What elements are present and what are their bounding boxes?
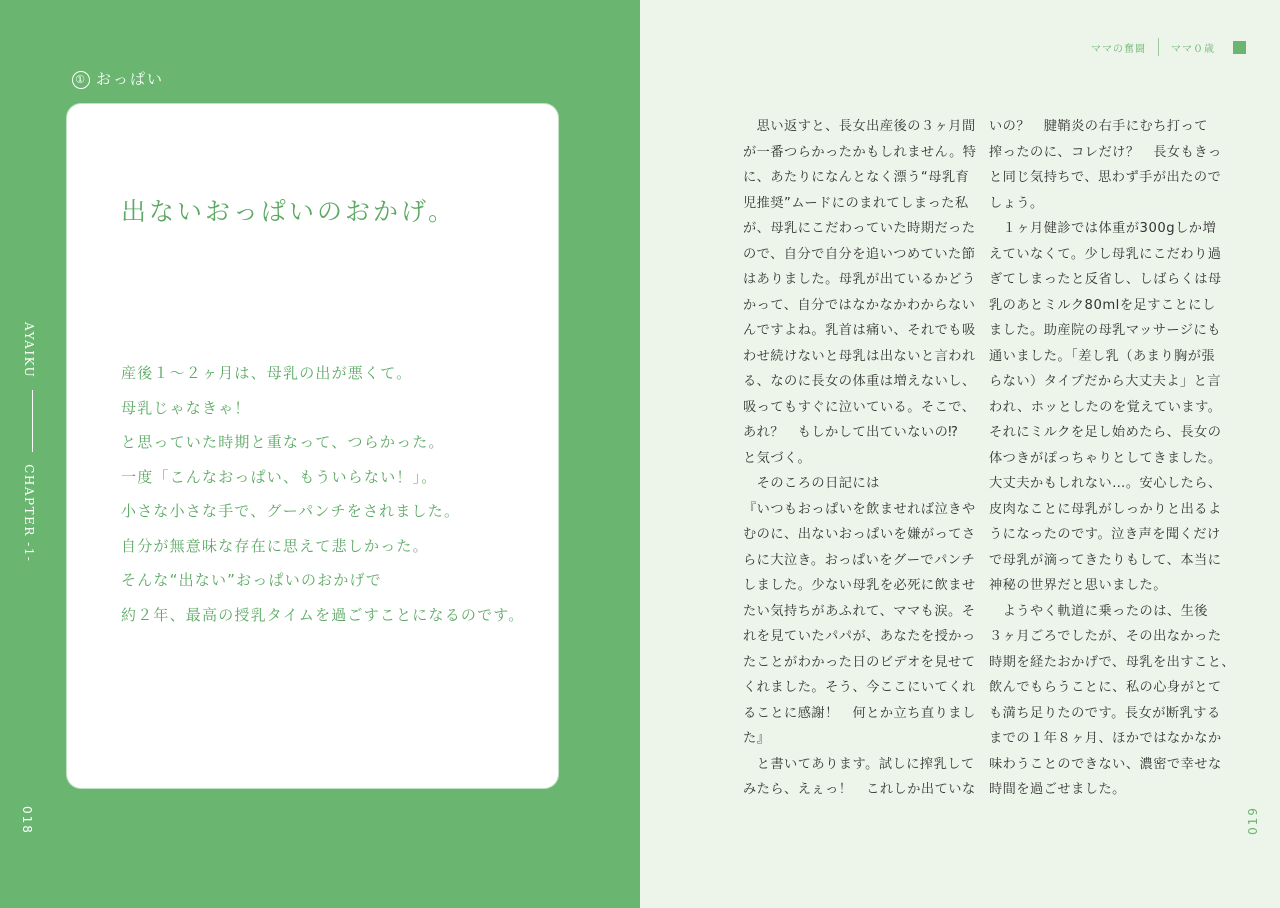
body-line: んですよね。乳首は痛い、それでも吸	[743, 323, 976, 338]
body-line: あれ？ もしかして出ていないの⁉	[743, 425, 959, 440]
body-column-2	[989, 114, 1235, 803]
body-line: ので、自分で自分を追いつめていた節	[743, 246, 976, 262]
card-line: 約２年、最高の授乳タイムを過ごすことになるのです。	[121, 605, 525, 624]
page-number-right: 019	[1246, 806, 1260, 835]
body-line: ３ヶ月ごろでしたが、その出なかった	[989, 629, 1222, 644]
body-line: も満ち足りたのです。長女が断乳する	[989, 705, 1221, 721]
body-column-1	[743, 114, 976, 803]
running-head-subsection: ママ０歳	[1171, 43, 1215, 55]
body-line: までの１年８ヶ月、ほかではなかなか	[989, 731, 1222, 746]
body-line: それにミルクを足し始めたら、長女の	[989, 425, 1222, 440]
body-line: はありました。母乳が出ているかどう	[743, 272, 976, 287]
quote-card	[67, 104, 558, 788]
body-line: 体つきがぽっちゃりとしてきました。	[989, 450, 1222, 466]
card-line: 母乳じゃなきゃ！	[121, 398, 251, 417]
vertical-title-top: AYAIKU	[22, 322, 36, 379]
body-line: １ヶ月健診では体重が300gしか増	[989, 221, 1217, 236]
section-number: ①	[72, 71, 90, 89]
vertical-chapter-title	[16, 322, 36, 562]
body-line: と気づく。	[743, 450, 812, 466]
body-line: ることに感謝！ 何とか立ち直りまし	[743, 705, 976, 721]
card-line: 自分が無意味な存在に思えて悲しかった。	[121, 536, 429, 555]
body-line: が、母乳にこだわっていた時期だった	[743, 221, 976, 236]
body-line: 飲んでもらうことに、私の心身がとて	[989, 680, 1222, 695]
body-line: 通いました。「差し乳（あまり胸が張	[989, 348, 1216, 364]
body-line: 皮肉なことに母乳がしっかりと出るよ	[989, 501, 1222, 517]
body-line: 大丈夫かもしれない…。安心したら、	[989, 476, 1222, 491]
body-line: たい気持ちがあふれて、ママも涙。そ	[743, 603, 976, 619]
body-line: 『いつもおっぱいを飲ませれば泣きや	[743, 501, 976, 517]
body-line: くれました。そう、今ここにいてくれ	[743, 680, 976, 695]
body-line: そのころの日記には	[743, 476, 880, 491]
body-line: ぎてしまったと反省し、しばらくは母	[989, 272, 1222, 287]
vertical-title-rule	[32, 390, 33, 452]
card-lines	[121, 356, 525, 632]
body-line: うになったのです。泣き声を聞くだけ	[989, 527, 1221, 542]
body-line: た』	[743, 731, 771, 746]
body-line: むのに、出ないおっぱいを嫌がってさ	[743, 527, 976, 542]
body-line: 乳のあとミルク80mlを足すことにし	[989, 297, 1216, 313]
body-line: わせ続けないと母乳は出ないと言われ	[743, 348, 976, 364]
section-title: おっぱい	[96, 70, 165, 88]
body-line: ようやく軌道に乗ったのは、生後	[989, 603, 1208, 619]
body-line: に、あたりになんとなく漂う“母乳育	[743, 170, 970, 185]
body-line: みたら、えぇっ！ これしか出ていな	[743, 782, 976, 797]
body-line: 神秘の世界だと思いました。	[989, 578, 1167, 593]
body-line: らに大泣き。おっぱいをグーでパンチ	[743, 552, 976, 568]
body-line: しょう。	[989, 195, 1044, 211]
card-line: 一度「こんなおっぱい、もういらない！」。	[121, 467, 438, 486]
body-line: いの？ 腱鞘炎の右手にむち打って	[989, 119, 1208, 134]
body-line: われ、ホッとしたのを覚えています。	[989, 399, 1222, 415]
running-head	[1091, 39, 1246, 55]
vertical-title-bottom: CHAPTER -1-	[22, 464, 36, 563]
body-line: る、なのに長女の体重は増えないし、	[743, 374, 976, 389]
body-line: 吸ってもすぐに泣いている。そこで、	[743, 399, 976, 415]
body-line: えていなくて。少し母乳にこだわり過	[989, 246, 1222, 262]
running-head-marker	[1233, 41, 1246, 54]
body-line: 搾ったのに、コレだけ？ 長女もきっ	[989, 144, 1222, 160]
body-line: と同じ気持ちで、思わず手が出たので	[989, 170, 1222, 185]
body-line: 時期を経たおかげで、母乳を出すこと、	[989, 654, 1236, 670]
card-line: そんな“出ない”おっぱいのおかげで	[121, 571, 382, 589]
card-line: と思っていた時期と重なって、つらかった。	[121, 433, 445, 451]
body-line: 味わうことのできない、濃密で幸せな	[989, 756, 1222, 772]
body-line: 児推奨”ムードにのまれてしまった私	[743, 195, 969, 211]
running-head-section: ママの奮闘	[1091, 43, 1146, 55]
card-headline: 出ないおっぱいのおかげ。	[121, 197, 457, 226]
card-line: 産後１～２ヶ月は、母乳の出が悪くて。	[121, 364, 413, 382]
card-line: 小さな小さな手で、グーパンチをされました。	[121, 502, 461, 520]
body-line: で母乳が滴ってきたりもして、本当に	[989, 552, 1222, 568]
body-line: ました。助産院の母乳マッサージにも	[989, 323, 1221, 338]
section-label	[72, 68, 164, 89]
body-line: 時間を過ごせました。	[989, 782, 1126, 797]
body-line: れを見ていたパパが、あなたを授かっ	[743, 629, 976, 644]
body-line: らない）タイプだから大丈夫よ」と言	[989, 374, 1222, 389]
body-line: しました。少ない母乳を必死に飲ませ	[743, 578, 976, 593]
body-line: かって、自分ではなかなかわからない	[743, 297, 976, 313]
body-line: 思い返すと、長女出産後の３ヶ月間	[743, 119, 976, 134]
body-line: と書いてあります。試しに搾乳して	[743, 756, 975, 772]
page-number-left: 018	[20, 806, 34, 835]
body-line: たことがわかった日のビデオを見せて	[743, 654, 976, 670]
body-line: が一番つらかったかもしれません。特	[743, 144, 977, 160]
running-head-divider	[1158, 38, 1159, 56]
